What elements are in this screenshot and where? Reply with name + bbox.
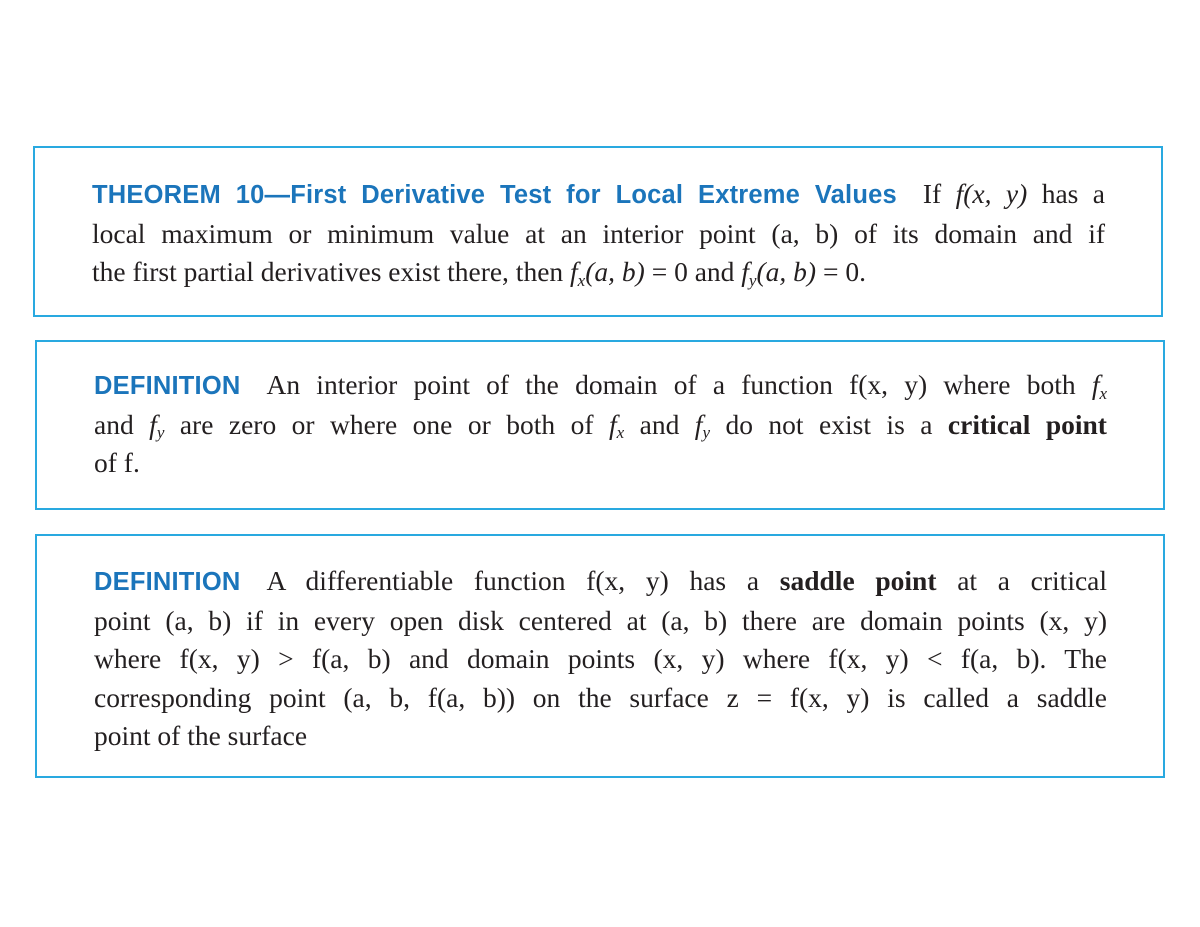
def1-fy: f: [149, 408, 157, 440]
def1-fx: f: [1091, 369, 1100, 400]
def2-line-1: [94, 562, 1107, 602]
partial-fx: f: [570, 256, 578, 287]
def1-line2-a: and: [94, 408, 150, 440]
definition-critical-point-box: [35, 340, 1165, 510]
def1-line-1: [94, 366, 1107, 406]
theorem-text-lead: If: [922, 178, 956, 209]
theorem-func-args: (x, y): [963, 178, 1028, 209]
def2-line-3: where f(x, y) > f(a, b) and domain points (x, y) where f(x, y) < f(a, b). The: [94, 643, 1107, 674]
def1-fy-2-subscript: y: [702, 423, 710, 443]
def2-line-5: point of the surface: [94, 720, 308, 751]
def1-line2-d: do not exist is a: [710, 408, 948, 440]
partial-fx-args: (a, b): [585, 256, 645, 287]
def1-line-3: of f.: [94, 447, 140, 478]
theorem-eq2: = 0.: [816, 256, 866, 287]
term-saddle-point: saddle point: [779, 565, 937, 596]
def1-fx-subscript: x: [1099, 383, 1108, 403]
def1-fy-2: f: [694, 408, 703, 440]
theorem-line-3: [92, 253, 1105, 292]
def2-line-4: corresponding point (a, b, f(a, b)) on the surface z = f(x, y) is called a saddle: [94, 681, 1107, 713]
partial-fy-subscript: y: [748, 270, 757, 290]
theorem-heading: THEOREM 10—First Derivative Test for Local Extreme Values: [92, 181, 897, 209]
definition-saddle-point-box: [35, 534, 1165, 778]
def1-heading: DEFINITION: [94, 372, 241, 400]
theorem-line-1: [92, 175, 1105, 215]
def1-fx-2: f: [608, 408, 617, 440]
theorem-eq1: = 0 and: [644, 256, 742, 287]
def1-fx-2-subscript: x: [616, 423, 625, 443]
def2-line-2: point (a, b) if in every open disk centered at (a, b) there are domain points (x, y): [94, 604, 1107, 636]
def2-line1-b: at a critical: [936, 565, 1108, 596]
theorem-box: [33, 146, 1163, 317]
partial-fy: f: [741, 256, 749, 287]
def1-line1-text: An interior point of the domain of a function f(x, y) where both: [266, 369, 1076, 400]
term-critical-point: critical point: [947, 408, 1107, 440]
def1-fy-subscript: y: [156, 423, 165, 443]
theorem-text-rest: has a: [1027, 178, 1105, 209]
partial-fx-subscript: x: [577, 270, 586, 290]
def1-line-2: [94, 406, 1107, 445]
def2-line1-a: A differentiable function f(x, y) has a: [266, 565, 780, 596]
theorem-line3-lead: the first partial derivatives exist there, then: [92, 256, 571, 287]
partial-fy-args: (a, b): [756, 256, 817, 287]
def1-line2-c: and: [624, 408, 695, 440]
theorem-line-2: local maximum or minimum value at an interior point (a, b) of its domain and if: [92, 217, 1105, 249]
def2-heading: DEFINITION: [94, 568, 241, 596]
def1-line2-b: are zero or where one or both of: [164, 408, 609, 440]
theorem-func-f: f: [955, 178, 964, 209]
